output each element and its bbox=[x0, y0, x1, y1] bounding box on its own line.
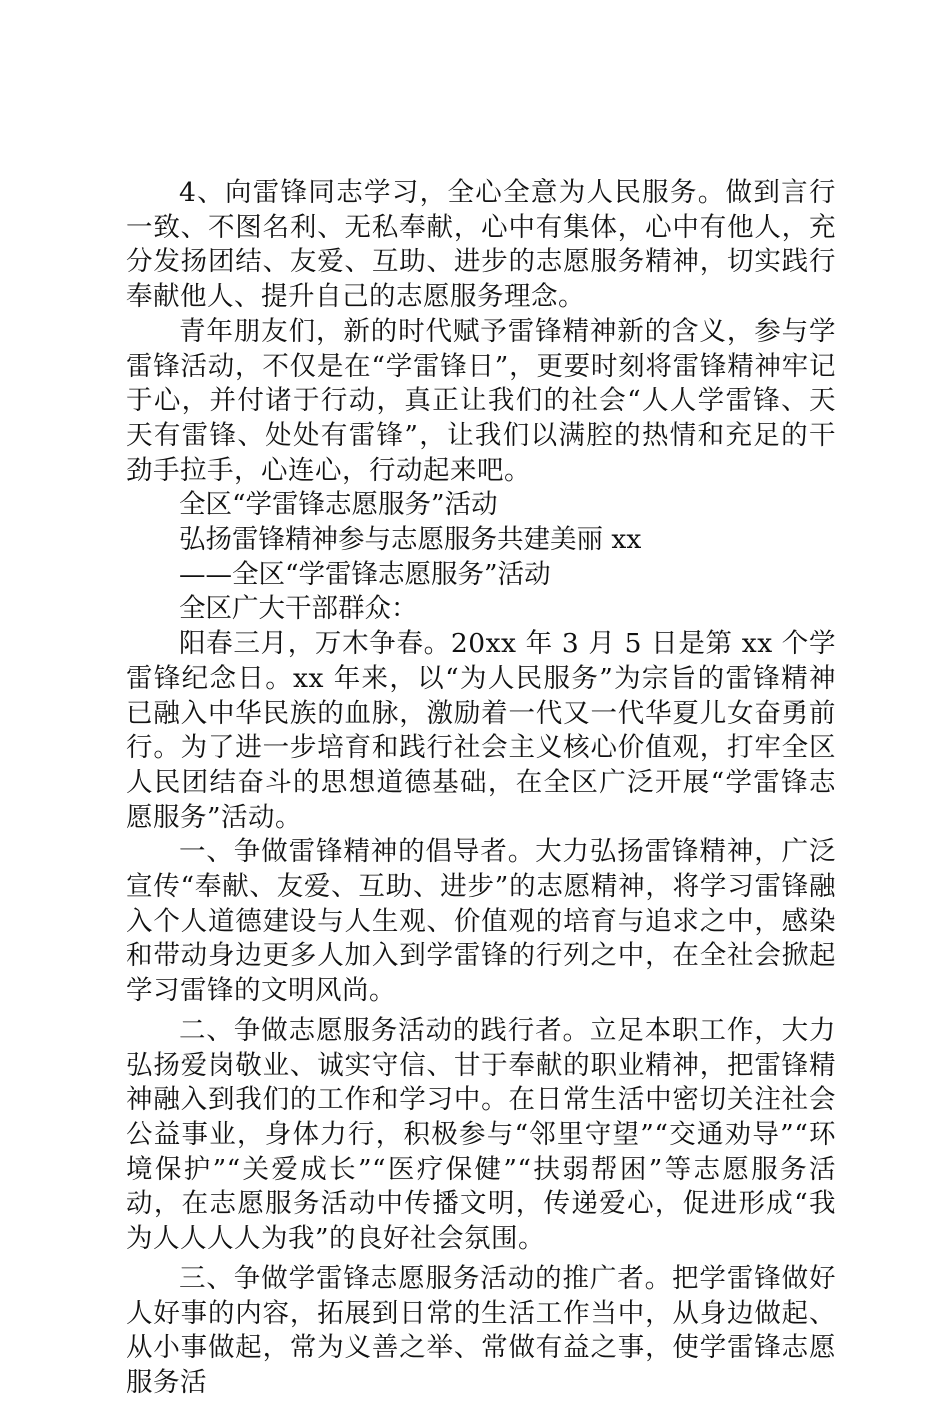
document-body bbox=[126, 176, 836, 1401]
paragraph-point-1: 一、争做雷锋精神的倡导者。大力弘扬雷锋精神，广泛宣传“奉献、友爱、互助、进步”的志愿精神，将学习雷锋融入个人道德建设与人生观、价值观的培育与追求之中，感染和带动身边更多人加入到学雷锋的行列之中，在全社会掀起学习雷锋的文明风尚。 bbox=[126, 836, 836, 1007]
salutation: 全区广大干部群众： bbox=[179, 593, 418, 625]
paragraph-youth-appeal: 青年朋友们，新的时代赋予雷锋精神新的含义，参与学雷锋活动，不仅是在“学雷锋日”，更要时刻将雷锋精神牢记于心，并付诸于行动，真正让我们的社会“人人学雷锋、天天有雷锋、处处有雷锋”，让我们以满腔的热情和充足的干劲手拉手，心连心，行动起来吧。 bbox=[126, 315, 836, 486]
heading-activity: 全区“学雷锋志愿服务”活动 bbox=[179, 489, 498, 521]
paragraph-item-4: 4、向雷锋同志学习，全心全意为人民服务。做到言行一致、不图名利、无私奉献，心中有集体，心中有他人，充分发扬团结、友爱、互助、进步的志愿服务精神，切实践行奉献他人、提升自己的志愿服务理念。 bbox=[126, 177, 836, 313]
heading-main-title: 弘扬雷锋精神参与志愿服务共建美丽 xx bbox=[179, 524, 642, 556]
heading-subtitle: ——全区“学雷锋志愿服务”活动 bbox=[179, 558, 551, 590]
paragraph-point-2: 二、争做志愿服务活动的践行者。立足本职工作，大力弘扬爱岗敬业、诚实守信、甘于奉献的职业精神，把雷锋精神融入到我们的工作和学习中。在日常生活中密切关注社会公益事业，身体力行，积极参与“邻里守望”“交通劝导”“环境保护”“关爱成长”“医疗保健”“扶弱帮困”等志愿服务活动，在志愿服务活动中传播文明，传递爱心，促进形成“我为人人人人为我”的良好社会氛围。 bbox=[126, 1014, 836, 1255]
paragraph-point-3: 三、争做学雷锋志愿服务活动的推广者。把学雷锋做好人好事的内容，拓展到日常的生活工作当中，从身边做起、从小事做起，常为义善之举、常做有益之事，使学雷锋志愿服务活 bbox=[126, 1262, 836, 1398]
paragraph-intro: 阳春三月，万木争春。20xx 年 3 月 5 日是第 xx 个学雷锋纪念日。xx 年来，以“为人民服务”为宗旨的雷锋精神已融入中华民族的血脉，激励着一代又一代华夏儿女奋勇前行。为了进一步培育和践行社会主义核心价值观，打牢全区人民团结奋斗的思想道德基础，在全区广泛开展“学雷锋志愿服务”活动。 bbox=[126, 628, 836, 833]
